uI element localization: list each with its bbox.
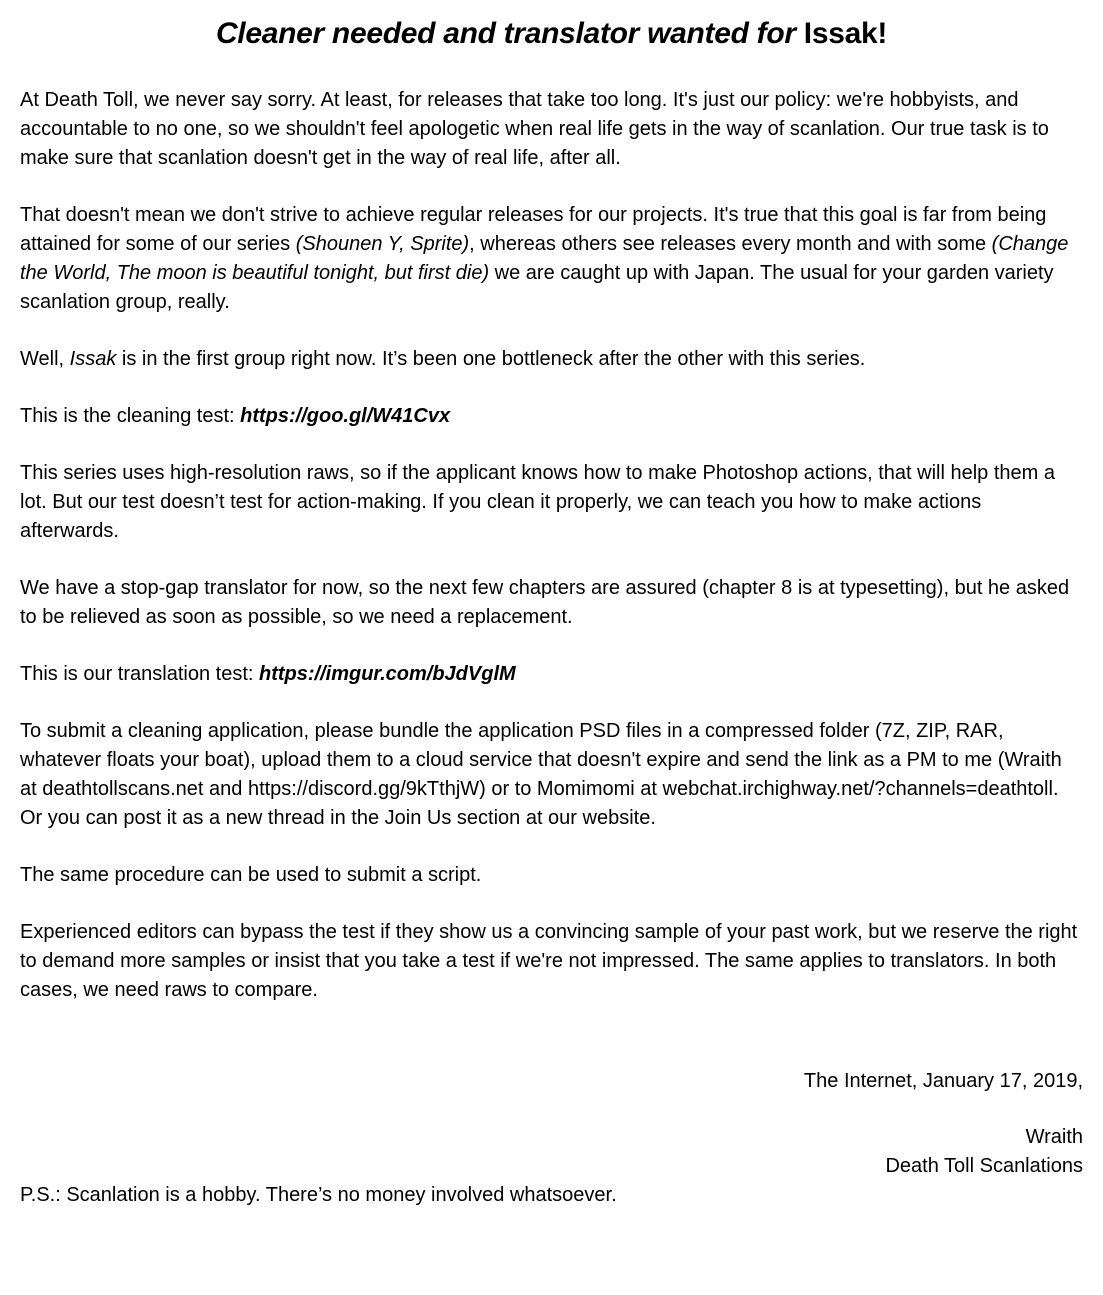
translation-test-url: https://imgur.com/bJdVglM (258, 663, 516, 685)
paragraph-cleaning-test (20, 402, 1083, 431)
text-run: , whereas others see releases every month and with some (469, 233, 992, 255)
postscript (20, 1181, 1083, 1210)
paragraph-experienced-editors (20, 918, 1083, 1005)
text-run: P.S.: Scanlation is a hobby. There’s no money involved whatsoever. (20, 1184, 617, 1206)
paragraph-release-schedule (20, 201, 1083, 317)
text-run: we are caught up with Japan. The usual for your garden variety scanlation group, really. (20, 262, 1054, 313)
signature-block (20, 1123, 1083, 1181)
paragraph-script-submission (20, 861, 1083, 890)
paragraph-raws-info (20, 459, 1083, 546)
dateline: The Internet, January 17, 2019, (803, 1070, 1083, 1092)
signature-group: Death Toll Scanlations (885, 1155, 1083, 1177)
text-run: The same procedure can be used to submit a script. (20, 864, 482, 886)
text-run: This is our translation test: (20, 663, 259, 685)
title-main-run: Cleaner needed and translator wanted for (215, 17, 804, 50)
text-run: At Death Toll, we never say sorry. At least, for releases that take too long. It's just our policy: we're hobbyists, and accountable to no one, so we shouldn't feel apologetic when real life gets in the way of scanlation. Our true task is to make sure that scanlation doesn't get in the way of real life, after all. (20, 89, 1049, 169)
series-title-issak: Issak (69, 348, 117, 370)
text-run: We have a stop-gap translator for now, so the next few chapters are assured (chapter 8 is at typesetting), but he asked to be relieved as soon as possible, so we need a replacement. (20, 577, 1070, 628)
text-run: That doesn't mean we don't strive to achieve regular releases for our projects. It's true that this goal is far from being attained for some of our series (20, 204, 1047, 255)
paragraph-submission-instructions (20, 717, 1083, 833)
text-run: This is the cleaning test: (20, 405, 241, 427)
text-run: To submit a cleaning application, please bundle the application PSD files in a compressed folder (7Z, ZIP, RAR, whatever floats your boat), upload them to a cloud service that doesn't expire and send the link as a PM to me (Wraith at deathtollscans.net and https://discord.gg/9kTthjW) or to Momimomi at webchat.irchighway.net/?channels=deathtoll. Or you can post it as a new thread in the Join Us section at our website. (20, 720, 1062, 829)
paragraph-issak-status (20, 345, 1083, 374)
series-titles-caught-up: (Change the World, The moon is beautiful tonight, but first die) (20, 233, 1069, 284)
text-run: Experienced editors can bypass the test if they show us a convincing sample of your past work, but we reserve the right to demand more samples or insist that you take a test if we're not impressed. The same applies to translators. In both cases, we need raws to compare. (20, 921, 1078, 1001)
paragraph-translation-test (20, 660, 1083, 689)
cleaning-test-url: https://goo.gl/W41Cvx (240, 405, 451, 427)
closing-block (20, 1067, 1083, 1181)
series-titles-behind: (Shounen Y, Sprite) (295, 233, 470, 255)
text-run: is in the first group right now. It’s been one bottleneck after the other with this series. (116, 348, 866, 370)
text-run: Well, (20, 348, 70, 370)
paragraph-policy (20, 86, 1083, 173)
paragraph-stopgap-translator (20, 574, 1083, 632)
title-series-name: Issak! (803, 17, 888, 50)
document-title (20, 12, 1083, 56)
text-run: This series uses high-resolution raws, so if the applicant knows how to make Photoshop actions, that will help them a lot. But our test doesn’t test for action-making. If you clean it properly, we can teach you how to make actions afterwards. (20, 462, 1055, 542)
signature-name: Wraith (1025, 1126, 1083, 1148)
